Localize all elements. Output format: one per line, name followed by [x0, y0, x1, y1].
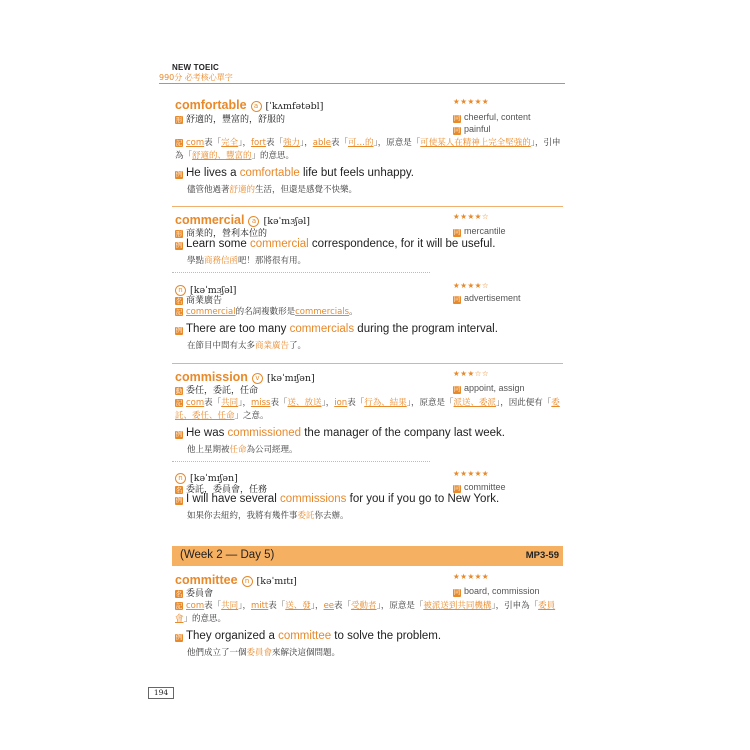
synonym-text: mercantile: [464, 226, 506, 236]
synonym-line: [453, 112, 531, 123]
meaning-text: 委員會: [186, 589, 214, 599]
frequency-stars: ★★★★☆: [453, 281, 490, 290]
example-translation: 如果你去紐約，我將有幾件事委託你去辦。: [187, 511, 349, 521]
phonetic: [kəˈmɜʃəl]: [190, 285, 237, 296]
week-day-banner: [172, 546, 563, 566]
week-day-label: (Week 2 — Day 5): [180, 549, 275, 561]
example-icon: 例: [175, 431, 183, 438]
frequency-stars: ★★★★☆: [453, 212, 490, 221]
meaning-text: 商業廣告: [186, 296, 223, 306]
meaning-text: 商業的，營利本位的: [186, 229, 268, 239]
synonym-text: advertisement: [464, 293, 521, 303]
note-icon: 記: [175, 308, 183, 316]
meaning-icon: 名: [175, 297, 183, 305]
page-number: 194: [148, 687, 174, 699]
sense-divider: [172, 461, 430, 462]
example-translation: 他上星期被任命為公司經理。: [187, 445, 298, 455]
meaning-row: [175, 293, 222, 306]
note-icon: 記: [175, 139, 183, 147]
headword: committee: [175, 573, 238, 587]
headword: commission: [175, 370, 248, 384]
pos-marker: a: [248, 216, 259, 227]
phonetic: [kəˈmɪʃən]: [190, 473, 238, 484]
book-subtitle: 990分 必考核心單字: [159, 73, 233, 82]
frequency-stars: ★★★☆☆: [453, 369, 490, 378]
synonym-icon: 同: [453, 296, 461, 303]
book-title: NEW TOEIC: [172, 63, 219, 72]
meaning-row: [175, 112, 285, 125]
example-sentence: 例 He was commissioned the manager of the company last week.: [175, 427, 505, 439]
entry-headword-row: [175, 94, 323, 113]
grammar-note: 記 commercial的名詞複數形是commercials。: [175, 307, 358, 317]
meaning-icon: 形: [175, 230, 183, 238]
audio-track-label: MP3-59: [525, 550, 559, 561]
synonym-icon: 同: [453, 115, 461, 122]
synonym-line: [453, 226, 506, 237]
synonym-line: [453, 482, 506, 493]
synonym-text: cheerful, content: [464, 112, 531, 122]
pos-marker: v: [252, 373, 263, 384]
antonym-text: painful: [464, 124, 491, 134]
header-rule: [159, 83, 565, 84]
etymology-note: 記 com表「共同」，mitt表「送、發」，ee表「受動者」，原意是「被派送到共同機構」，引申為「委員會」的意思。: [175, 601, 556, 624]
synonym-icon: 同: [453, 485, 461, 492]
headword: comfortable: [175, 98, 247, 112]
sense-divider: [172, 272, 430, 273]
synonym-text: appoint, assign: [464, 383, 525, 393]
meaning-icon: 名: [175, 486, 183, 494]
etymology-note: 記 com表「共同」，miss表「送、放送」，ion表「行為、結果」，原意是「派送、委派」，因此便有「委託、委任、任命」之意。: [175, 398, 560, 421]
example-icon: 例: [175, 634, 183, 641]
entry-divider: [172, 363, 563, 364]
pos-marker: n: [175, 473, 186, 484]
phonetic: [kəˈmɪtɪ]: [256, 576, 297, 587]
frequency-stars: ★★★★★: [453, 572, 490, 581]
example-icon: 例: [175, 497, 183, 504]
headword: commercial: [175, 213, 245, 227]
pos-marker: n: [175, 285, 186, 296]
pos-marker: a: [251, 101, 262, 112]
antonym-icon: 同: [453, 127, 461, 134]
meaning-icon: 名: [175, 590, 183, 598]
example-sentence: 例 They organized a committee to solve the problem.: [175, 630, 442, 642]
meaning-icon: 動: [175, 387, 183, 395]
frequency-stars: ★★★★★: [453, 469, 490, 478]
meaning-icon: 形: [175, 116, 183, 124]
example-sentence: 例 He lives a comfortable life but feels unhappy.: [175, 167, 415, 179]
example-translation: 學點商務信函吧！那將很有用。: [187, 256, 307, 266]
synonym-line: [453, 293, 521, 304]
synonym-icon: 同: [453, 229, 461, 236]
synonym-icon: 同: [453, 589, 461, 596]
example-icon: 例: [175, 171, 183, 178]
meaning-text: 委託，委員會，任務: [186, 485, 268, 495]
synonym-icon: 同: [453, 386, 461, 393]
example-icon: 例: [175, 242, 183, 249]
synonym-line: [453, 586, 540, 597]
synonym-text: board, commission: [464, 586, 540, 596]
pos-marker: n: [242, 576, 253, 587]
example-icon: 例: [175, 327, 183, 334]
example-sentence: 例 I will have several commissions for you if you go to New York.: [175, 493, 500, 505]
example-translation: 他們成立了一個委員會來解決這個問題。: [187, 648, 341, 658]
example-sentence: 例 There are too many commercials during the program interval.: [175, 323, 498, 335]
example-translation: 儘管他過著舒適的生活，但還是感覺不快樂。: [187, 185, 358, 195]
note-icon: 記: [175, 399, 183, 407]
frequency-stars: ★★★★★: [453, 97, 490, 106]
meaning-row: [175, 586, 213, 599]
antonym-line: [453, 124, 491, 135]
example-translation: 在節目中間有太多商業廣告了。: [187, 341, 307, 351]
phonetic: [ˈkʌmfətəbl]: [265, 101, 324, 112]
meaning-text: 委任，委託，任命: [186, 386, 259, 396]
example-sentence: 例 Learn some commercial correspondence, for it will be useful.: [175, 238, 496, 250]
meaning-text: 舒適的，豐富的，舒服的: [186, 115, 286, 125]
etymology-note: 記 com表「完全」，fort表「強力」，able表「可…的」，原意是「可使某人在精神上完全堅強的」，引申為「舒適的、豐富的」的意思。: [175, 138, 561, 161]
synonym-text: committee: [464, 482, 506, 492]
synonym-line: [453, 383, 525, 394]
meaning-row: [175, 383, 258, 396]
phonetic: [kəˈmɪʃən]: [266, 373, 315, 384]
entry-divider: [172, 206, 563, 207]
phonetic: [kəˈmɜʃəl]: [263, 216, 310, 227]
note-icon: 記: [175, 602, 183, 610]
